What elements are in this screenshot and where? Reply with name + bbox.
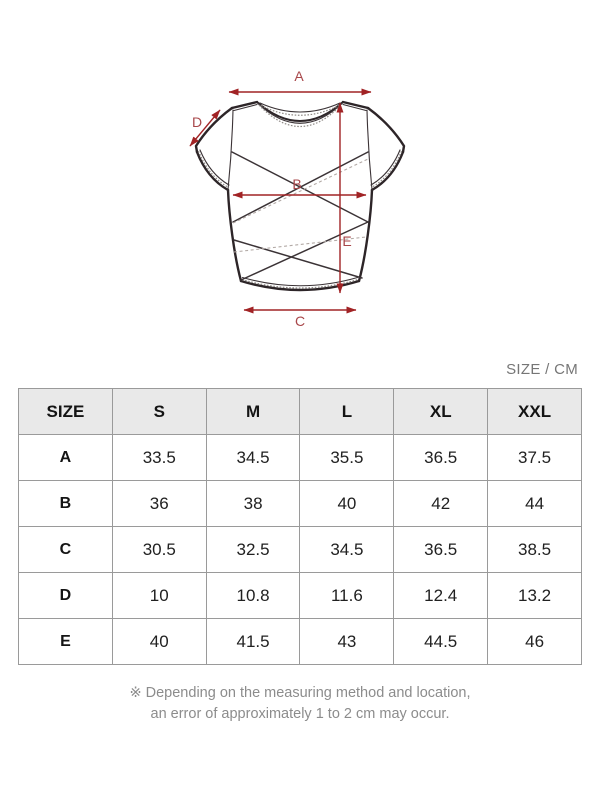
size-value-cell: 37.5 (488, 435, 582, 481)
size-unit-label: SIZE / CM (506, 361, 578, 378)
size-value-cell: 13.2 (488, 573, 582, 619)
size-table (18, 388, 582, 665)
size-value-cell: 42 (394, 481, 488, 527)
size-value-cell: 34.5 (300, 527, 394, 573)
size-value-cell: 12.4 (394, 573, 488, 619)
row-header-e: E (19, 619, 113, 665)
size-value-cell: 10 (112, 573, 206, 619)
table-row-a (19, 435, 582, 481)
size-value-cell: 40 (112, 619, 206, 665)
row-header-c: C (19, 527, 113, 573)
measurement-label-d: D (191, 114, 203, 130)
column-header-xl: XL (394, 389, 488, 435)
disclaimer-line-1: ※ Depending on the measuring method and location, (129, 685, 471, 701)
row-header-d: D (19, 573, 113, 619)
column-header-l: L (300, 389, 394, 435)
size-value-cell: 43 (300, 619, 394, 665)
size-value-cell: 36 (112, 481, 206, 527)
size-value-cell: 36.5 (394, 435, 488, 481)
size-value-cell: 10.8 (206, 573, 300, 619)
size-value-cell: 40 (300, 481, 394, 527)
size-value-cell: 32.5 (206, 527, 300, 573)
tshirt-design-lines (232, 152, 368, 280)
measurement-label-e: E (342, 233, 352, 249)
tshirt-outline (196, 102, 404, 290)
measurement-label-c: C (294, 313, 306, 329)
measurement-disclaimer (0, 683, 600, 725)
size-value-cell: 34.5 (206, 435, 300, 481)
measurement-label-b: B (292, 176, 302, 192)
size-value-cell: 33.5 (112, 435, 206, 481)
row-header-b: B (19, 481, 113, 527)
table-row-e (19, 619, 582, 665)
row-header-a: A (19, 435, 113, 481)
table-row-c (19, 527, 582, 573)
column-header-xxl: XXL (488, 389, 582, 435)
tshirt-diagram-svg (0, 0, 600, 345)
size-value-cell: 38.5 (488, 527, 582, 573)
tshirt-measurement-diagram (0, 0, 600, 345)
size-table-header-row (19, 389, 582, 435)
size-value-cell: 11.6 (300, 573, 394, 619)
size-value-cell: 35.5 (300, 435, 394, 481)
table-row-d (19, 573, 582, 619)
size-value-cell: 46 (488, 619, 582, 665)
column-header-s: S (112, 389, 206, 435)
size-value-cell: 44 (488, 481, 582, 527)
column-header-size: SIZE (19, 389, 113, 435)
size-value-cell: 41.5 (206, 619, 300, 665)
size-value-cell: 44.5 (394, 619, 488, 665)
column-header-m: M (206, 389, 300, 435)
size-value-cell: 30.5 (112, 527, 206, 573)
table-row-b (19, 481, 582, 527)
disclaimer-line-2: an error of approximately 1 to 2 cm may occur. (150, 706, 450, 723)
size-value-cell: 38 (206, 481, 300, 527)
measurement-label-a: A (294, 68, 304, 84)
size-value-cell: 36.5 (394, 527, 488, 573)
